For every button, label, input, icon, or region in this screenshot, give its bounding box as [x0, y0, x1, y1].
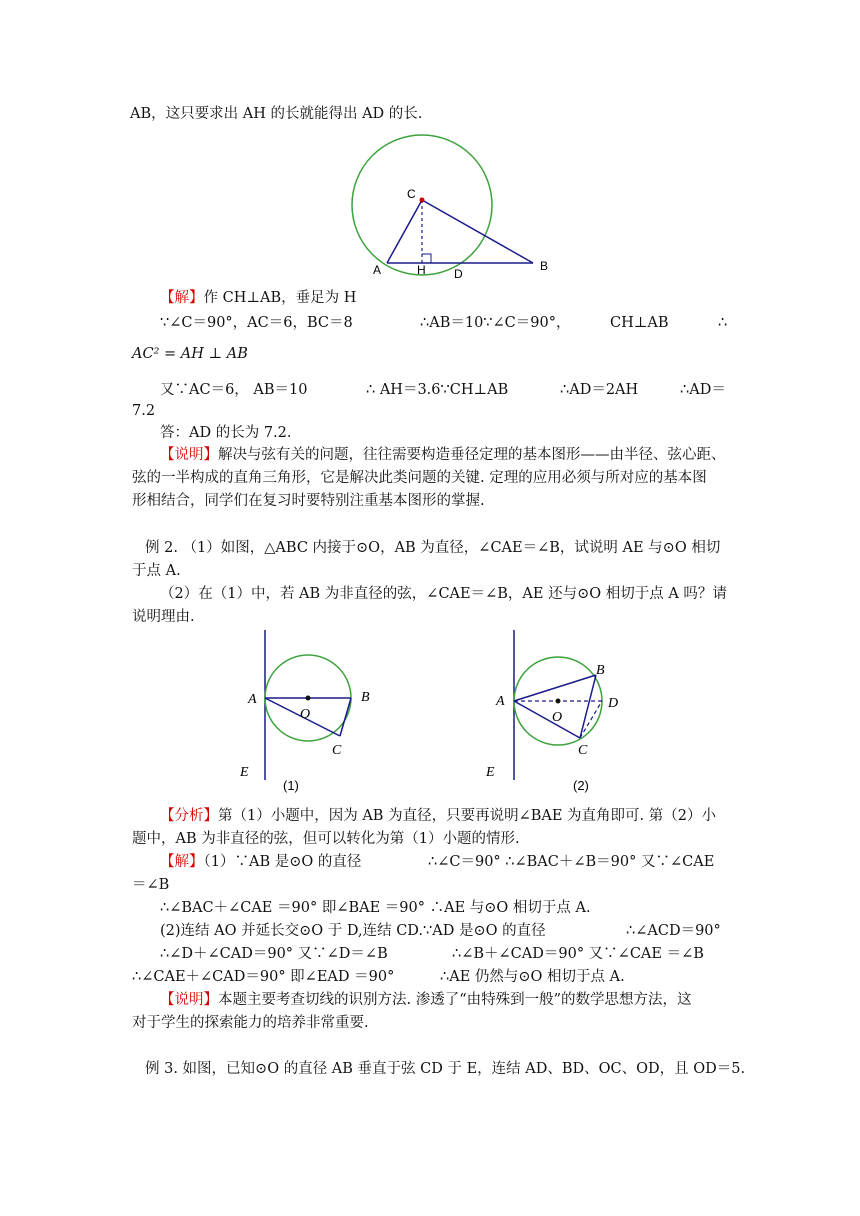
text-line	[420, 313, 570, 333]
solution-label: 【解】	[160, 854, 204, 870]
text-line	[160, 313, 353, 333]
text-line	[132, 607, 195, 627]
text-span: 第（1）小题中，因为 AB 为直径，只要再说明∠BAE 为直角即可. 第（2）小	[218, 808, 716, 824]
text-span: ∴∠B＋∠CAD＝90° 又∵∠CAE ＝∠B	[452, 946, 704, 962]
figure1-label-b: B	[540, 259, 549, 273]
fig3-chord-ab	[514, 675, 596, 701]
figure1-line-ac	[387, 200, 422, 263]
figure1-label-d: D	[454, 267, 463, 281]
text-span: ∴∠D＋∠CAD＝90° 又∵∠D＝∠B	[160, 946, 388, 962]
text-line	[718, 313, 727, 333]
fig3-label-e: E	[486, 765, 495, 780]
solution-label: 【解】	[160, 290, 204, 306]
text-line	[560, 380, 638, 400]
figure1-right-angle	[422, 254, 431, 263]
fig2-label-c: C	[332, 743, 342, 758]
text-span: 解决与弦有关的问题，往往需要构造垂径定理的基本图形——由半径、弦心距、	[218, 447, 726, 463]
text-span: CH⊥AB	[610, 315, 669, 331]
fig2-label-a: A	[248, 692, 257, 707]
text-line	[132, 967, 394, 987]
fig2-label-e: E	[240, 765, 249, 780]
text-span: ＝∠B	[132, 877, 170, 893]
text-line	[160, 990, 692, 1010]
text-span: 例 3. 如图，已知⊙O 的直径 AB 垂直于弦 CD 于 E，连结 AD、BD、OC、OD，且 OD＝5.	[145, 1061, 746, 1077]
note-label: 【说明】	[160, 992, 218, 1008]
text-line	[428, 852, 714, 872]
text-span: ∴∠ACD＝90°	[626, 923, 721, 939]
text-span: ∴	[718, 315, 728, 331]
text-line	[626, 921, 721, 941]
figure1-label-h: H	[417, 263, 426, 277]
text-line	[160, 806, 716, 826]
text-line	[145, 1059, 745, 1079]
text-line	[132, 401, 155, 421]
fig3-label-a: A	[496, 694, 505, 709]
fig3-line-bc	[580, 675, 596, 738]
text-span: ∵∠C＝90°，AC＝6，BC＝8	[160, 315, 353, 331]
text-span: 形相结合，同学们在复习时要特别注重基本图形的掌握.	[132, 493, 485, 509]
fig2-line-bc	[340, 698, 351, 736]
fig3-center-dot	[556, 699, 561, 704]
text-line	[610, 313, 669, 333]
text-line	[132, 1013, 369, 1033]
text-span: 于点 A.	[132, 563, 181, 579]
figure-example2-part2	[484, 630, 634, 795]
text-line	[132, 468, 707, 488]
text-span: AB，这只要求出 AH 的长就能得出 AD 的长.	[130, 106, 423, 122]
text-line	[452, 944, 704, 964]
fig2-label-o: O	[300, 707, 311, 722]
text-line	[160, 445, 726, 465]
text-span: ∴∠CAE＋∠CAD＝90° 即∠EAD ＝90°	[132, 969, 395, 985]
figure1-label-c: C	[407, 187, 416, 201]
text-span: 说明理由.	[132, 609, 195, 625]
text-span: 作 CH⊥AB，垂足为 H	[203, 290, 357, 306]
text-span: (2)连结 AO 并延长交⊙O 于 D,连结 CD.∵AD 是⊙O 的直径	[160, 923, 546, 939]
text-span: 弦的一半构成的直角三角形，它是解决此类问题的关键. 定理的应用必须与所对应的基本图	[132, 470, 707, 486]
text-line	[440, 967, 625, 987]
text-line	[132, 344, 248, 364]
text-line	[132, 829, 520, 849]
text-span: ∴ AH＝3.6∵CH⊥AB	[366, 382, 509, 398]
fig3-line-ac	[514, 701, 580, 738]
figure1-line-cb	[422, 200, 533, 263]
text-span: ∴AB＝10∵∠C＝90°，	[420, 315, 571, 331]
text-span: 例 2. （1）如图，△ABC 内接于⊙O，AB 为直径，∠CAE＝∠B，试说明 AE 与⊙O 相切	[145, 540, 721, 556]
text-line	[132, 561, 181, 581]
fig2-label-b: B	[361, 690, 370, 705]
text-span: 对于学生的探索能力的培养非常重要.	[132, 1015, 369, 1031]
text-line	[145, 538, 720, 558]
text-line	[366, 380, 508, 400]
text-line	[132, 875, 169, 895]
text-span: （2）在（1）中，若 AB 为非直径的弦，∠CAE＝∠B，AE 还与⊙O 相切于点 A 吗？请	[160, 586, 727, 602]
text-line	[160, 944, 388, 964]
figure-triangle-in-circle	[340, 135, 570, 285]
text-line	[160, 288, 356, 308]
figure1-label-a: A	[373, 263, 382, 277]
analysis-label: 【分析】	[160, 808, 218, 824]
fig2-center-dot	[306, 696, 311, 701]
text-line	[160, 584, 727, 604]
text-span: ∴∠BAC＋∠CAE ＝90° 即∠BAE ＝90° ∴AE 与⊙O 相切于点 A.	[160, 900, 591, 916]
fig3-label-d: D	[608, 696, 619, 711]
text-line	[160, 380, 307, 400]
figure1-center-dot	[420, 198, 425, 203]
text-span: 7.2	[132, 403, 156, 419]
text-span: ∴AD＝2AH	[560, 382, 639, 398]
text-span: ∴AD＝	[680, 382, 726, 398]
text-span: 本题主要考查切线的识别方法. 渗透了“由特殊到一般”的数学思想方法，这	[218, 992, 692, 1008]
fig3-caption: (2)	[573, 778, 589, 793]
text-span: （1）∵AB 是⊙O 的直径	[203, 854, 362, 870]
text-span: 又∵AC＝6， AB＝10	[160, 382, 308, 398]
text-line	[680, 380, 726, 400]
text-line	[160, 921, 546, 941]
text-span: ∴AE 仍然与⊙O 相切于点 A.	[440, 969, 625, 985]
fig2-caption: (1)	[283, 778, 299, 793]
text-line	[160, 423, 291, 443]
figure-example2-part1	[240, 630, 380, 795]
text-line	[132, 491, 485, 511]
fig3-label-c: C	[578, 743, 588, 758]
note-label: 【说明】	[160, 447, 218, 463]
text-line	[130, 104, 422, 124]
text-span: 题中，AB 为非直径的弦，但可以转化为第（1）小题的情形.	[132, 831, 520, 847]
text-span: ∴∠C＝90° ∴∠BAC＋∠B＝90° 又∵∠CAE	[428, 854, 715, 870]
fig3-label-o: O	[552, 710, 563, 725]
text-span: 答：AD 的长为 7.2.	[160, 425, 292, 441]
text-line	[160, 852, 361, 872]
text-line	[160, 898, 591, 918]
fig3-label-b: B	[596, 663, 605, 678]
formula: AC² = AH ⊥ AB	[132, 346, 248, 362]
